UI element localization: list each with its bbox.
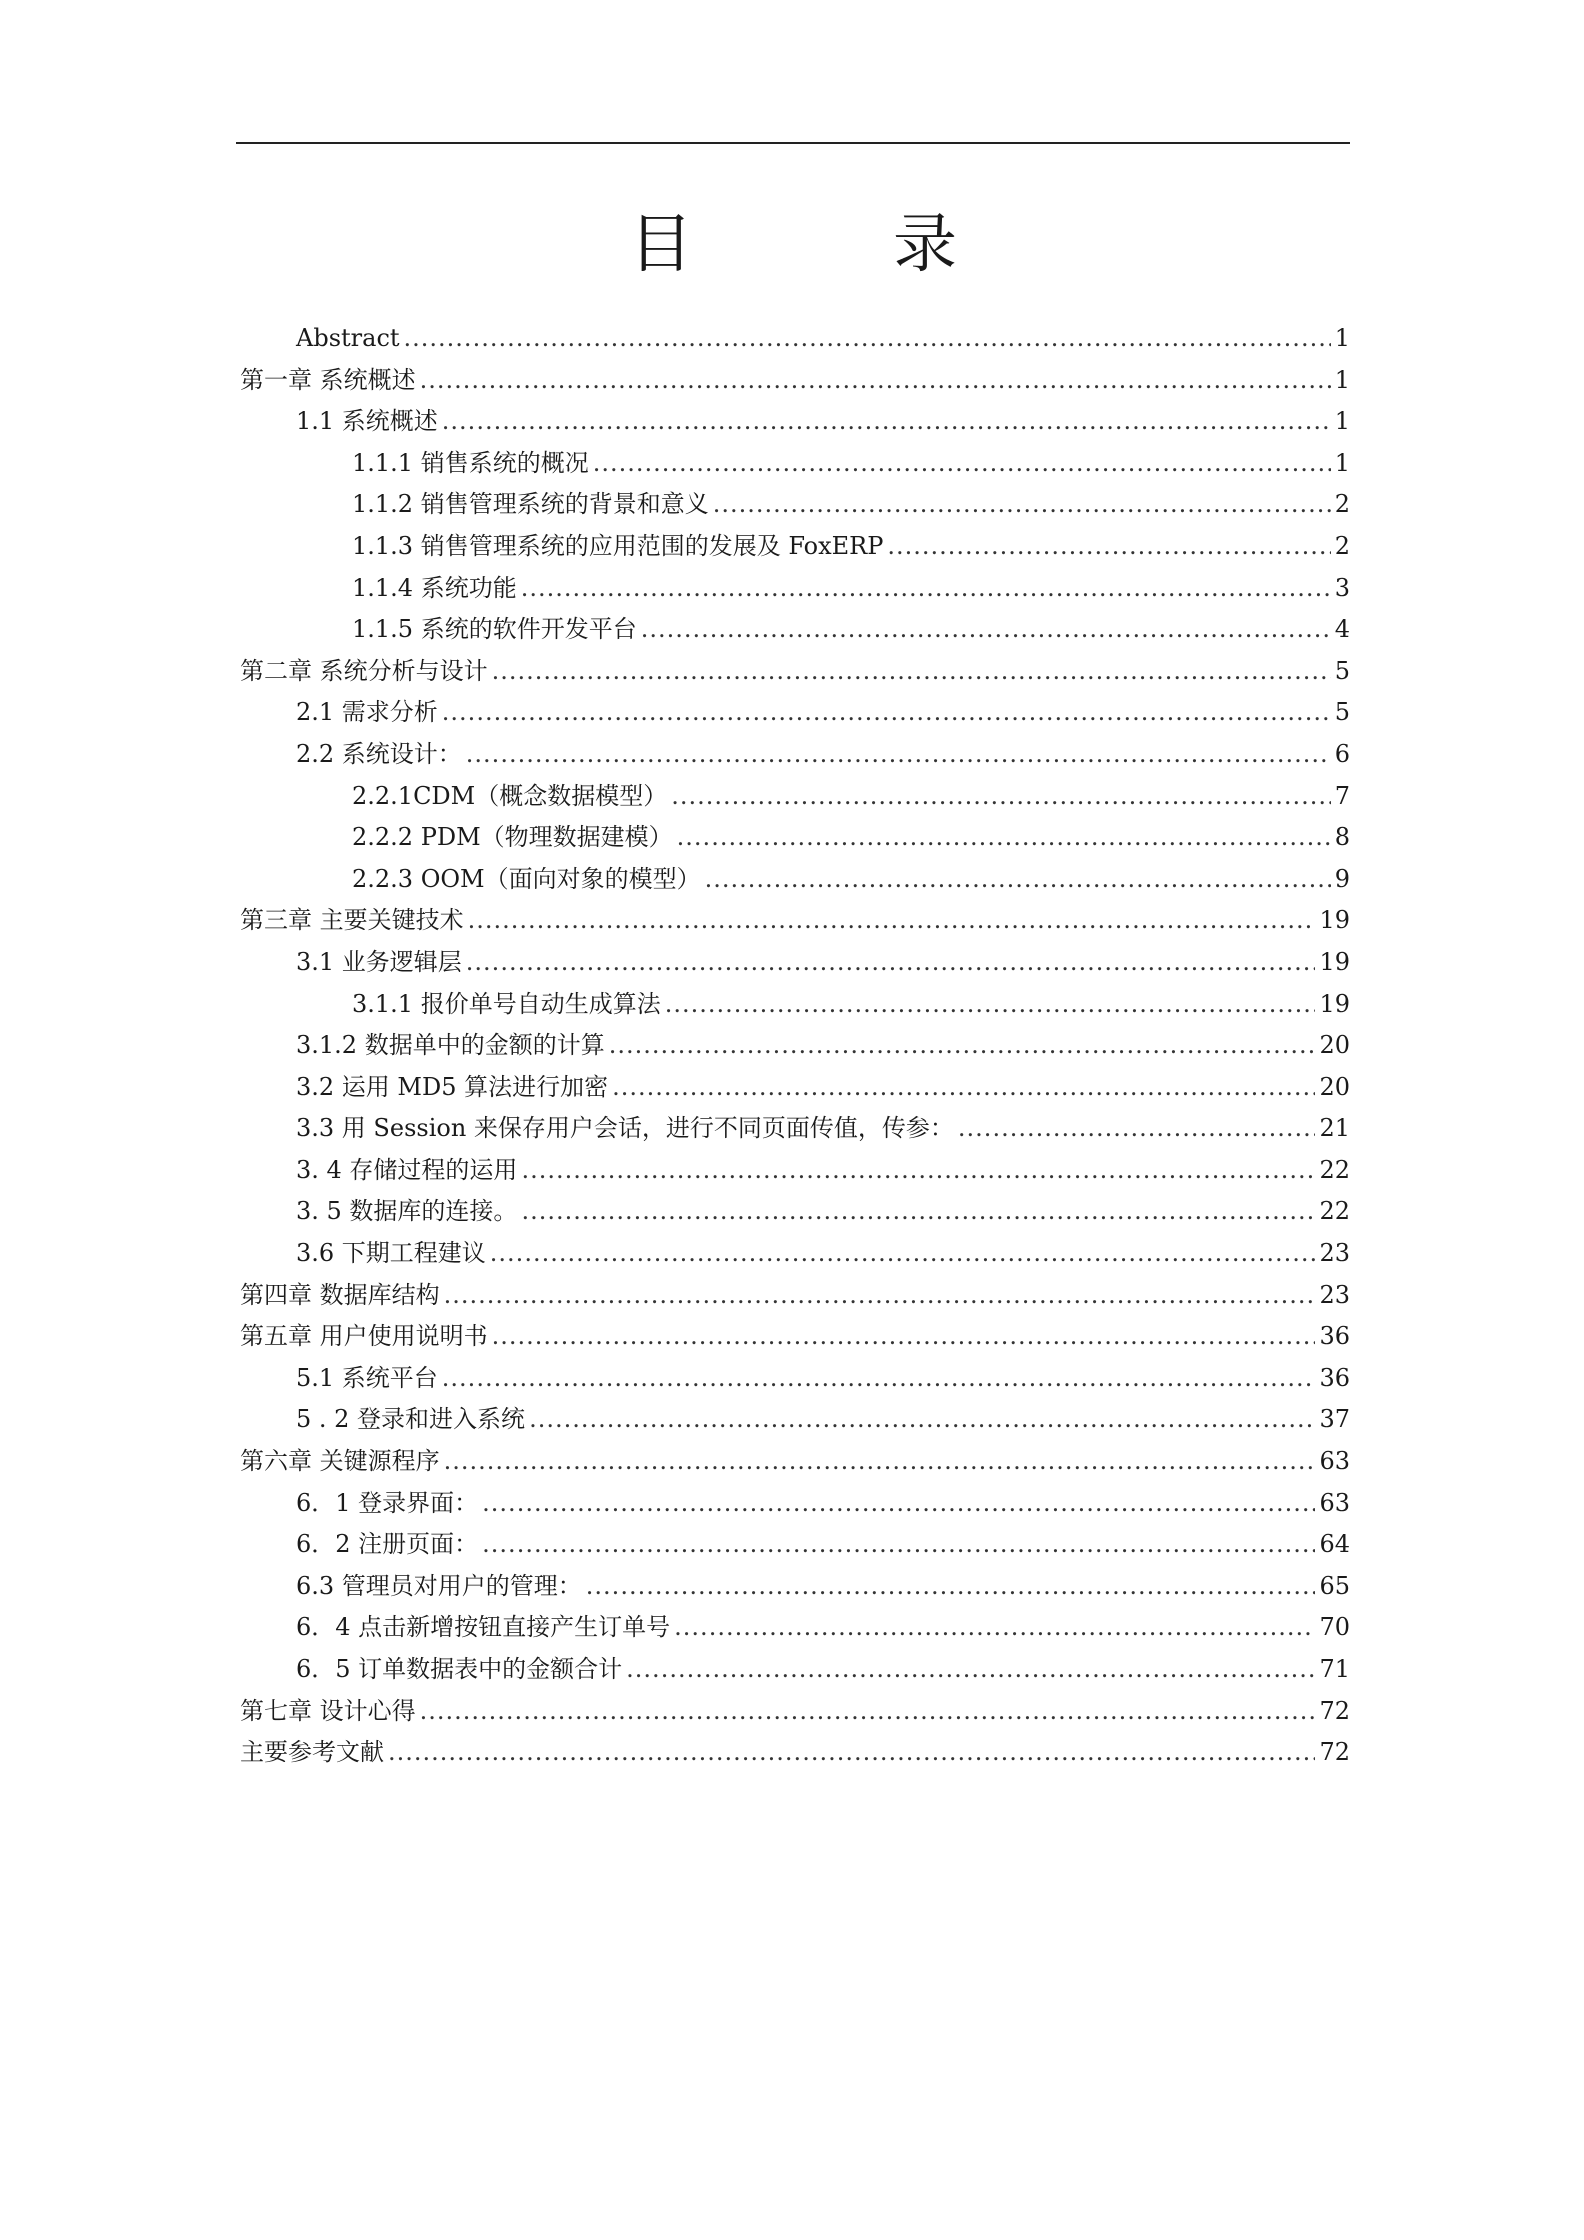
dot-leader	[521, 1191, 1315, 1233]
title-char-1: 目	[629, 208, 693, 282]
toc-entry-label: 第一章 系统概述	[240, 365, 416, 394]
toc-entry-label: 5 . 2 登录和进入系统	[296, 1405, 526, 1434]
dot-leader	[444, 1441, 1316, 1483]
toc-entry-label: 1.1 系统概述	[296, 407, 438, 436]
toc-entry[interactable]	[240, 651, 1350, 693]
toc-entry-label: 2.1 需求分析	[296, 698, 438, 727]
toc-entry-label: 2.2.1CDM（概念数据模型）	[352, 781, 668, 810]
toc-entry-label: 第五章 用户使用说明书	[240, 1322, 488, 1351]
toc-entry-page: 64	[1319, 1530, 1350, 1559]
toc-entry-label: 5.1 系统平台	[296, 1363, 438, 1392]
dot-leader	[492, 651, 1331, 693]
toc-entry[interactable]	[240, 1067, 1350, 1109]
toc-entry-label: 1.1.2 销售管理系统的背景和意义	[352, 490, 709, 519]
toc-entry[interactable]	[240, 360, 1350, 402]
toc-entry-label: 3.1.2 数据单中的金额的计算	[296, 1031, 605, 1060]
toc-entry[interactable]	[240, 1358, 1350, 1400]
toc-entry-page: 20	[1319, 1031, 1350, 1060]
toc-entry-page: 19	[1319, 906, 1350, 935]
table-of-contents	[240, 318, 1350, 1774]
toc-entry-label: Abstract	[296, 324, 400, 352]
toc-entry-label: 第七章 设计心得	[240, 1696, 416, 1725]
toc-entry[interactable]	[240, 900, 1350, 942]
toc-entry[interactable]	[240, 1399, 1350, 1441]
toc-entry[interactable]	[240, 1691, 1350, 1733]
dot-leader	[665, 984, 1316, 1026]
toc-entry-page: 6	[1334, 739, 1350, 768]
toc-entry[interactable]	[240, 609, 1350, 651]
toc-entry-page: 3	[1334, 573, 1350, 602]
toc-entry[interactable]	[240, 1025, 1350, 1067]
toc-entry-page: 4	[1334, 615, 1350, 644]
toc-entry-label: 6．1 登录界面：	[296, 1488, 479, 1517]
dot-leader	[521, 1150, 1315, 1192]
dot-leader	[468, 900, 1316, 942]
toc-entry-page: 63	[1319, 1447, 1350, 1476]
toc-entry-page: 19	[1319, 947, 1350, 976]
toc-entry-page: 1	[1334, 448, 1350, 477]
toc-entry[interactable]	[240, 984, 1350, 1026]
toc-entry[interactable]	[240, 568, 1350, 610]
toc-entry-label: 第四章 数据库结构	[240, 1280, 440, 1309]
dot-leader	[482, 1483, 1315, 1525]
toc-entry-label: 1.1.3 销售管理系统的应用范围的发展及 FoxERP	[352, 531, 884, 560]
toc-entry[interactable]	[240, 1483, 1350, 1525]
toc-entry-label: 6．2 注册页面：	[296, 1530, 479, 1559]
toc-entry-label: 2.2.3 OOM（面向对象的模型）	[352, 864, 701, 893]
toc-entry[interactable]	[240, 734, 1350, 776]
toc-entry-label: 2.2 系统设计：	[296, 739, 462, 768]
toc-entry[interactable]	[240, 1233, 1350, 1275]
toc-entry-label: 6.3 管理员对用户的管理：	[296, 1571, 582, 1600]
toc-entry-label: 3.3 用 Session 来保存用户会话，进行不同页面传值，传参：	[296, 1114, 954, 1143]
dot-leader	[593, 443, 1331, 485]
toc-entry-label: 1.1.5 系统的软件开发平台	[352, 615, 637, 644]
toc-entry[interactable]	[240, 817, 1350, 859]
toc-entry-page: 23	[1319, 1280, 1350, 1309]
toc-entry[interactable]	[240, 942, 1350, 984]
toc-entry-label: 3.2 运用 MD5 算法进行加密	[296, 1072, 609, 1101]
title-char-2: 录	[893, 208, 957, 282]
dot-leader	[705, 859, 1331, 901]
toc-entry-page: 1	[1334, 365, 1350, 394]
toc-entry-page: 36	[1319, 1363, 1350, 1392]
dot-leader	[958, 1108, 1316, 1150]
dot-leader	[713, 484, 1331, 526]
toc-entry-label: 第二章 系统分析与设计	[240, 656, 488, 685]
toc-entry-page: 5	[1334, 698, 1350, 727]
toc-entry-page: 70	[1319, 1613, 1350, 1642]
dot-leader	[529, 1399, 1315, 1441]
toc-entry-page: 65	[1319, 1571, 1350, 1600]
toc-entry-label: 第六章 关键源程序	[240, 1447, 440, 1476]
toc-entry[interactable]	[240, 1566, 1350, 1608]
dot-leader	[492, 1316, 1316, 1358]
toc-entry-page: 8	[1334, 823, 1350, 852]
toc-entry-page: 22	[1319, 1155, 1350, 1184]
dot-leader	[586, 1566, 1316, 1608]
toc-entry-label: 3.6 下期工程建议	[296, 1239, 486, 1268]
toc-entry-page: 63	[1319, 1488, 1350, 1517]
toc-entry[interactable]	[240, 443, 1350, 485]
toc-entry-page: 20	[1319, 1072, 1350, 1101]
toc-entry-page: 22	[1319, 1197, 1350, 1226]
toc-entry[interactable]	[240, 1524, 1350, 1566]
toc-entry[interactable]	[240, 526, 1350, 568]
toc-entry-page: 19	[1319, 989, 1350, 1018]
toc-entry-page: 7	[1334, 781, 1350, 810]
toc-entry[interactable]	[240, 318, 1350, 360]
dot-leader	[612, 1067, 1315, 1109]
dot-leader	[609, 1025, 1316, 1067]
dot-leader	[626, 1649, 1315, 1691]
toc-entry-page: 36	[1319, 1322, 1350, 1351]
toc-entry-page: 2	[1334, 490, 1350, 519]
page-title	[236, 205, 1350, 285]
dot-leader	[388, 1732, 1315, 1774]
dot-leader	[420, 1691, 1316, 1733]
dot-leader	[671, 776, 1330, 818]
dot-leader	[490, 1233, 1316, 1275]
toc-entry-page: 23	[1319, 1239, 1350, 1268]
toc-entry-label: 6．4 点击新增按钮直接产生订单号	[296, 1613, 671, 1642]
toc-entry[interactable]	[240, 1108, 1350, 1150]
toc-entry[interactable]	[240, 1649, 1350, 1691]
dot-leader	[420, 360, 1331, 402]
dot-leader	[466, 942, 1316, 984]
toc-entry[interactable]	[240, 1275, 1350, 1317]
dot-leader	[887, 526, 1330, 568]
dot-leader	[404, 318, 1331, 360]
toc-entry-label: 6．5 订单数据表中的金额合计	[296, 1655, 623, 1683]
dot-leader	[442, 401, 1331, 443]
toc-entry[interactable]	[240, 692, 1350, 734]
toc-entry[interactable]	[240, 1150, 1350, 1192]
toc-entry[interactable]	[240, 859, 1350, 901]
toc-entry-label: 3. 4 存储过程的运用	[296, 1155, 518, 1184]
toc-entry[interactable]	[240, 1441, 1350, 1483]
dot-leader	[674, 1607, 1315, 1649]
toc-entry-page: 2	[1334, 531, 1350, 560]
toc-entry-label: 3. 5 数据库的连接。	[296, 1197, 518, 1226]
dot-leader	[444, 1275, 1316, 1317]
dot-leader	[677, 817, 1331, 859]
toc-entry-page: 72	[1319, 1696, 1350, 1725]
toc-entry-page: 1	[1334, 324, 1350, 352]
toc-entry-label: 3.1.1 报价单号自动生成算法	[352, 989, 661, 1018]
toc-entry-label: 1.1.1 销售系统的概况	[352, 448, 589, 477]
toc-entry-page: 72	[1319, 1738, 1350, 1767]
toc-entry-page: 5	[1334, 656, 1350, 685]
toc-entry-page: 1	[1334, 407, 1350, 436]
toc-entry-page: 71	[1319, 1655, 1350, 1683]
toc-entry[interactable]	[240, 1316, 1350, 1358]
dot-leader	[466, 734, 1331, 776]
dot-leader	[442, 1358, 1316, 1400]
toc-entry-label: 第三章 主要关键技术	[240, 906, 464, 935]
toc-entry[interactable]	[240, 401, 1350, 443]
toc-entry[interactable]	[240, 1732, 1350, 1774]
header-rule	[236, 142, 1350, 144]
dot-leader	[442, 692, 1331, 734]
toc-entry-label: 3.1 业务逻辑层	[296, 947, 462, 976]
toc-entry-page: 37	[1319, 1405, 1350, 1434]
toc-entry[interactable]	[240, 776, 1350, 818]
toc-entry-label: 2.2.2 PDM（物理数据建模）	[352, 823, 673, 852]
toc-entry-page: 21	[1319, 1114, 1350, 1143]
dot-leader	[521, 568, 1331, 610]
toc-entry-label: 主要参考文献	[240, 1738, 384, 1767]
dot-leader	[641, 609, 1331, 651]
toc-entry[interactable]	[240, 1191, 1350, 1233]
toc-entry[interactable]	[240, 1607, 1350, 1649]
toc-entry-label: 1.1.4 系统功能	[352, 573, 517, 602]
toc-entry[interactable]	[240, 484, 1350, 526]
dot-leader	[482, 1524, 1315, 1566]
toc-entry-page: 9	[1334, 864, 1350, 893]
